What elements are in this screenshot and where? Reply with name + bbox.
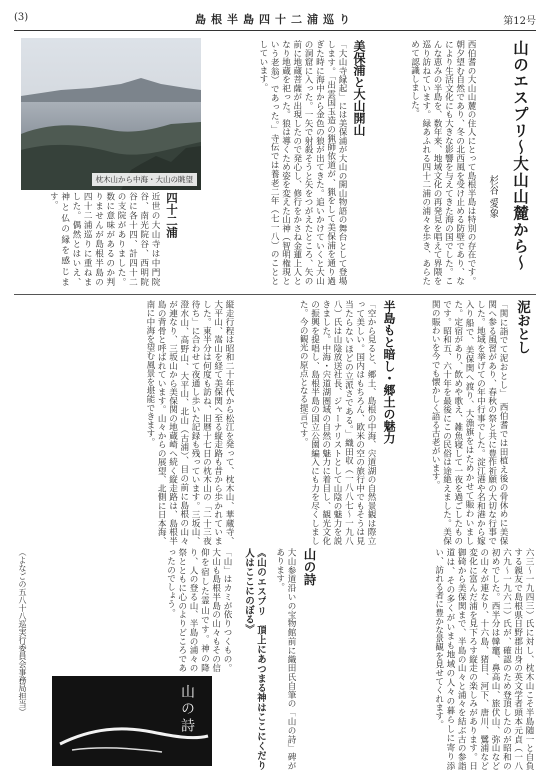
landscape-photo [21, 38, 201, 190]
poem-heading: 《山のエスプリ 頂上にあつまる神はここにくだり人はここにのぼる》 [243, 548, 266, 770]
article-author: 杉谷 愛象 [487, 175, 498, 219]
section-42-body: 近世の大山寺は中門院谷、南光院谷、西明院谷に各十四、計四十二の支院がありました。数に意味があるのか判りませんが島根半島の四十二浦巡りに重ねました。偶然とはいえ、神と仏の縁を感じます。 [48, 192, 160, 286]
yama-poem-heading: 山の詩 [302, 548, 317, 586]
photo-caption: 枕木山から中海・大山の眺望 [92, 173, 198, 186]
article-main-body: 西伯耆の大山山麓の住人にとって島根半島は特別の存在です。朝夕望む自然であり、冬の北西風を受け止める防壁であり、なにより生活文化にも大きな影響を与えてきた海の国でした。こんな恵みの半島を、数年来、地域文化の再発見を唱えて界隈を巡り訪ねています。緑あふれる四十二浦の浦々を歩き、あらためて認識しました。 [409, 40, 476, 285]
poem-body: 「山」はカミが依りつくもの。大山も島根半島の山々もその信仰を宿した霊山です。神の降り、人の登る山、半島の浦々の祭とともに心のよりどころであったのでしょう。 [165, 548, 232, 672]
calligraphy-image [52, 676, 212, 766]
horizontal-divider [14, 294, 536, 295]
page-header [14, 10, 536, 31]
page-number: (3) [14, 12, 29, 23]
bijin-body: 縦走行程は昭和二十年代から松江を発って、枕木山、華蔵寺、大平山、嵩山を経て美保関へ至る縦走路も昔から歩かれていました。東半分は何度も訪ね、旧暦十七日の枕木山の「二十三夜待ち」に合わせて夜通し歩いた記録も残っています。三坂山、澄水山、高野山、大平山、北山（古浦）、目の前に島根の山々が連なり、三坂山から美保関の地蔵崎へ続く縦走路は、島根半島の背骨と呼ばれています。山々からの展望、北側に日本海、南に中海を望む風景を堪能できます。 [144, 300, 234, 545]
credit-line: （よなごの五八十八巡実行委員会事務局担当） [18, 548, 27, 716]
right-bottom-body: 六三〜一九四三）氏に対し、枕木山こそ半島随一と自負する親友で島根県日野郡出身の英文学者頭本元貞（一八六九〜一九六二）氏が、確認のため登頂したのが昭和の初めでした。西半分は韓竈、鼻高山、旅伏山、弥山などの山々が連なり、十六島、猪目、河下、唐川、鷺浦など変化に富んだ浦を見下ろす縦走の楽しみがあります。日御碕から美保関まで、半島の山々と浦々を結ぶ古の参詣道は、その多くがいまも地域の人々の暮らしに寄り添い、訪れる者に豊かな景観を見せてくれます。 [433, 548, 534, 770]
landscape-image [21, 38, 201, 190]
miho-body: 「大山寺縁起」には美保浦が大山の開山物語の舞台として登場します。「出雲国玉造の猟師依道が、猟をして美保浦を通り過ぎた時に海中から金色の狼が出てきた。追いかけていくと大山の洞窟に入った。一矢で射殺そうと矢をつがえたところ、矢の前に地蔵菩薩が出現したので発心し、修行をかさね金蓮上人となり地蔵を祀った。狼は導くため姿を変えた山神（智明権現という老翁）であった。」寺伝では養老二年（七一八）のこととしています。 [257, 40, 347, 285]
miho-heading: 美保浦と大山開山 [352, 40, 366, 136]
dorootoshi-body: 「関に詣でて泥おとし」 西伯耆では田植え後の骨休めに美保関へ参る風習があり、春秋の祭と共に豊作祈願の大切な行事でした。地域を挙げての年中行事でした。淀江港や名和港から嫁入り船で、美保関へ渡り、大漁旗をはためかせて賑わいました。定宿があり、飲めや歌え、雑魚寝して一夜を過ごしたものです。昭和五、六十年を最後にこの民俗は途絶えました。美保関の賑わいを今でも懐かしく語る古老がいます。 [430, 300, 508, 545]
publication-title: 島根半島四十二浦巡り [195, 13, 355, 26]
dorootoshi-heading: 泥おとし [514, 300, 530, 354]
yama-poem-body: 大山参道沿いの宝物館前に織田氏自筆の「山の詩」碑があります。 [274, 548, 296, 770]
issue-number: 第12号 [503, 16, 536, 27]
hantou-heading: 半島もと暗し・郷土の魅力 [382, 300, 396, 444]
article-title: 山のエスプリ〜大山山麓から〜 [511, 40, 530, 271]
calligraphy-text: 山の詩 [179, 684, 195, 735]
section-42-heading: 四十二浦 [165, 192, 179, 238]
hantou-body: 「空から見ると、郷土、島根の中海、宍道湖の自然景観は際立って美しい。国内はもちろん、欧米の空の旅行中でもそうは見当たらないほどの立派さである。」織田収（一八八七〜一九八八）氏は山陰放送社長、ジャーナリストとして山陰の魅力を説きました。中海・宍道湖圏域の自然の魅力に着目し、観光文化の振興を提唱し、島根半島の国立公園編入にも力を尽くしました。今の観光の原点となる提言です。 [298, 300, 376, 545]
